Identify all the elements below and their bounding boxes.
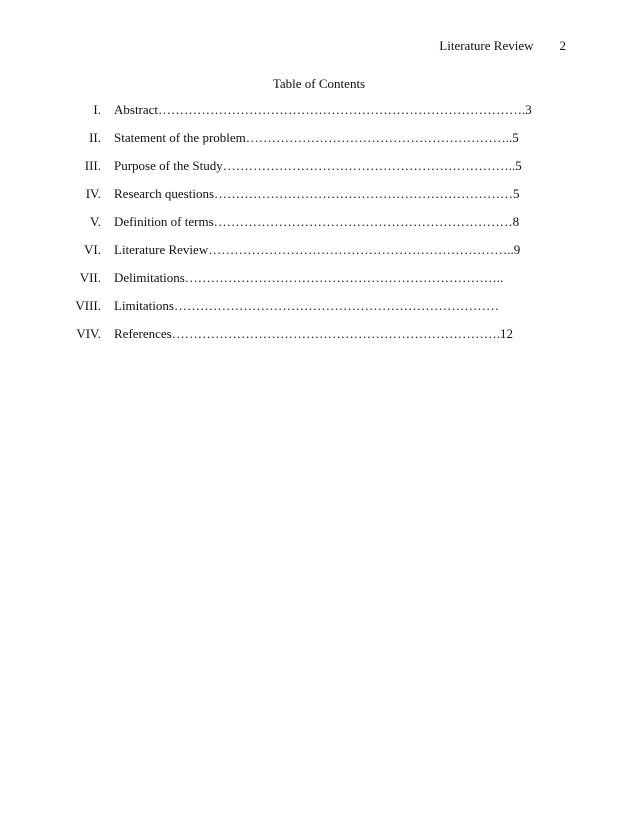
toc-entry-limitations xyxy=(60,298,540,326)
toc-numeral: IV. xyxy=(85,186,101,201)
toc-entry-definition-of-terms xyxy=(60,214,540,242)
toc-entry-text: Abstract………………………………………………………………………….3 xyxy=(114,102,532,117)
toc-entry-text: Purpose of the Study…………………………………………………………..5 xyxy=(114,158,522,173)
toc-entry-statement-of-problem xyxy=(60,130,540,158)
toc-entry-delimitations xyxy=(60,270,540,298)
toc-entry-research-questions xyxy=(60,186,540,214)
toc-numeral: II. xyxy=(89,130,101,145)
toc-numeral: V. xyxy=(90,214,101,229)
toc-numeral: VI. xyxy=(84,242,101,257)
toc-entry-purpose-of-study xyxy=(60,158,540,186)
toc-entry-text: Definition of terms……………………………………………………………8 xyxy=(114,214,520,229)
toc-entry-abstract xyxy=(60,102,540,130)
toc-entry-references xyxy=(60,326,540,354)
toc-entry-text: Research questions……………………………………………………………5 xyxy=(114,186,520,201)
running-head xyxy=(439,38,566,54)
table-of-contents xyxy=(60,102,540,354)
running-head-title: Literature Review xyxy=(439,38,534,53)
toc-entry-text: Limitations………………………………………………………………… xyxy=(114,298,499,313)
toc-entry-text: Literature Review……………………………………………………………..9 xyxy=(114,242,521,257)
toc-entry-text: Statement of the problem……………………………………………………..5 xyxy=(114,130,519,145)
page-number: 2 xyxy=(559,38,566,53)
toc-entry-literature-review xyxy=(60,242,540,270)
toc-entry-text: References………………………………………………………………….12 xyxy=(114,326,513,341)
toc-title: Table of Contents xyxy=(272,76,366,91)
toc-entry-text: Delimitations……………………………………………………………….. xyxy=(114,270,504,285)
toc-numeral: I. xyxy=(93,102,101,117)
toc-numeral: III. xyxy=(84,158,101,173)
toc-numeral: VIII. xyxy=(75,298,101,313)
toc-numeral: VIV. xyxy=(76,326,101,341)
toc-numeral: VII. xyxy=(79,270,101,285)
